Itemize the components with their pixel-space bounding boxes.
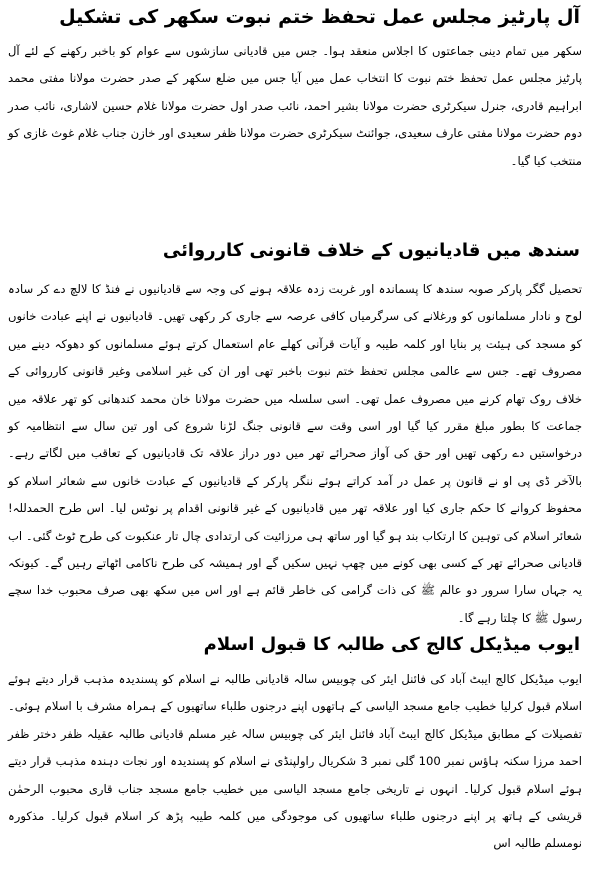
headline: ایوب میڈیکل کالج کی طالبہ کا قبول اسلام	[203, 634, 580, 655]
article-sindh-legal-action	[8, 238, 582, 632]
article-body: ایوب میڈیکل کالج ایبٹ آباد کی فائنل ایئر کی چوبیس سالہ قادیانی طالبہ نے اسلام کو پسندیدہ مذہب قرار دیتے ہوئے اسلام قبول کرلیا خطیب جامع مسجد الیاسی کے ہاتھوں اپنے درجنوں طلباء ساتھیوں کے ہمراہ مشرف با اسلام ہوئی۔ تفصیلات کے مطابق میڈیکل کالج ایبٹ آباد فائنل ایئر کی چوبیس سالہ غیر مسلم قادیانی طالبہ عقیلہ ظفر دختر ظفر احمد مرزا سکنہ ہاؤس نمبر 100 گلی نمبر 3 شکریال راولپنڈی نے اسلام کو پسندیدہ اور نجات دہندہ مذہب قرار دیتے ہوئے اسلام قبول کرلیا۔ انہوں نے تاریخی جامع مسجد الیاسی میں خطیب جامع مسجد جناب قاری محبوب الرحمٰن قریشی کے ہاتھ پر اپنے درجنوں طلباء ساتھیوں کی موجودگی میں کلمہ طیبہ پڑھ کر اسلام قبول کرلیا۔ مذکورہ نومسلم طالبہ اس	[8, 672, 583, 851]
article-ayub-medical-student	[8, 632, 582, 858]
article-sukkur-majlis	[8, 4, 582, 175]
article-body: سکھر میں تمام دینی جماعتوں کا اجلاس منعقد ہوا۔ جس میں قادیانی سازشوں سے عوام کو باخبر رکھنے کے لئے آل پارٹیز مجلس عمل تحفظ ختم نبوت کا انتخاب عمل میں آیا جس میں ضلع سکھر کے صدر حضرت مولانا مفتی محمد ابراہیم قادری، جنرل سیکرٹری حضرت مولانا بشیر احمد، نائب صدر اول حضرت مولانا غلام حسین لاشاری، نائب صدر دوم حضرت مولانا مفتی عارف سعیدی، جوائنٹ سیکرٹری حضرت مولانا ظفر سعیدی اور خازن جناب غلام غوث غازی کو منتخب کیا گیا۔	[8, 44, 582, 168]
headline: آل پارٹیز مجلس عمل تحفظ ختم نبوت سکھر کی تشکیل	[59, 6, 580, 28]
article-body: تحصیل گگر پارکر صوبہ سندھ کا پسماندہ اور غربت زدہ علاقہ ہونے کی وجہ سے قادیانیوں نے فنڈ کا لالچ دے کر سادہ لوح و نادار مسلمانوں کو ورغلانے کی سرگرمیاں کافی عرصہ سے جاری کر رکھی تھیں۔ قادیانیوں نے اپنے عبادت خانوں کو مسجد کی ہیئت پر بنایا اور کلمہ طیبہ و آیات قرآنی کھلے عام استعمال کرتے ہوئے مسلمانوں کو دھوکہ دینے میں مصروف تھے۔ جس سے عالمی مجلس تحفظ ختم نبوت باخبر تھی اور ان کی غیر اسلامی وغیر قانونی کارروائی کے خلاف روک تھام کرنے میں مصروف عمل تھی۔ اسی سلسلہ میں حضرت مولانا خان محمد کندھانی کو تھر علاقہ میں جماعت کا بطور مبلغ مقرر کیا گیا اور اسی وقت سے قانونی جنگ لڑنا شروع کی اور تین سال سے انتظامیہ کو درخواستیں دے رکھی تھیں اور حق کی آواز صحرائے تھر میں دور دراز علاقہ تک قادیانیوں کے تعاقب میں لگاتے رہے۔ بالآخر ڈی پی او نے قانون پر عمل در آمد کراتے ہوئے ننگر پارکر کے قادیانیوں کے عبادت خانوں سے شعائر اسلام کو محفوظ کروانے کا حکم جاری کیا اور علاقہ تھر میں قادیانیوں کے غیر قانونی اقدام پر نوٹس لیا۔ اس طرح الحمدللہ! شعائر اسلام کی توہین کا ارتکاب بند ہو گیا اور ساتھ ہی مرزائیت کی ارتدادی چال تار عنکبوت کی طرح ٹوٹ گئی۔ اب قادیانی صحرائے تھر کے کسی بھی کونے میں چھپ نہیں سکیں گے اور ہمیشہ کی طرح ناکامی اٹھاتے رہیں گے۔ کیونکہ یہ جہاں سارا سرور دو عالم ﷺ کی ذات گرامی کی خاطر قائم ہے اور اس میں سکھ بھی صرف محبوب خدا سچے رسول ﷺ کا چلتا رہے گا۔	[8, 282, 582, 625]
headline: سندھ میں قادیانیوں کے خلاف قانونی کارروائی	[162, 240, 580, 261]
